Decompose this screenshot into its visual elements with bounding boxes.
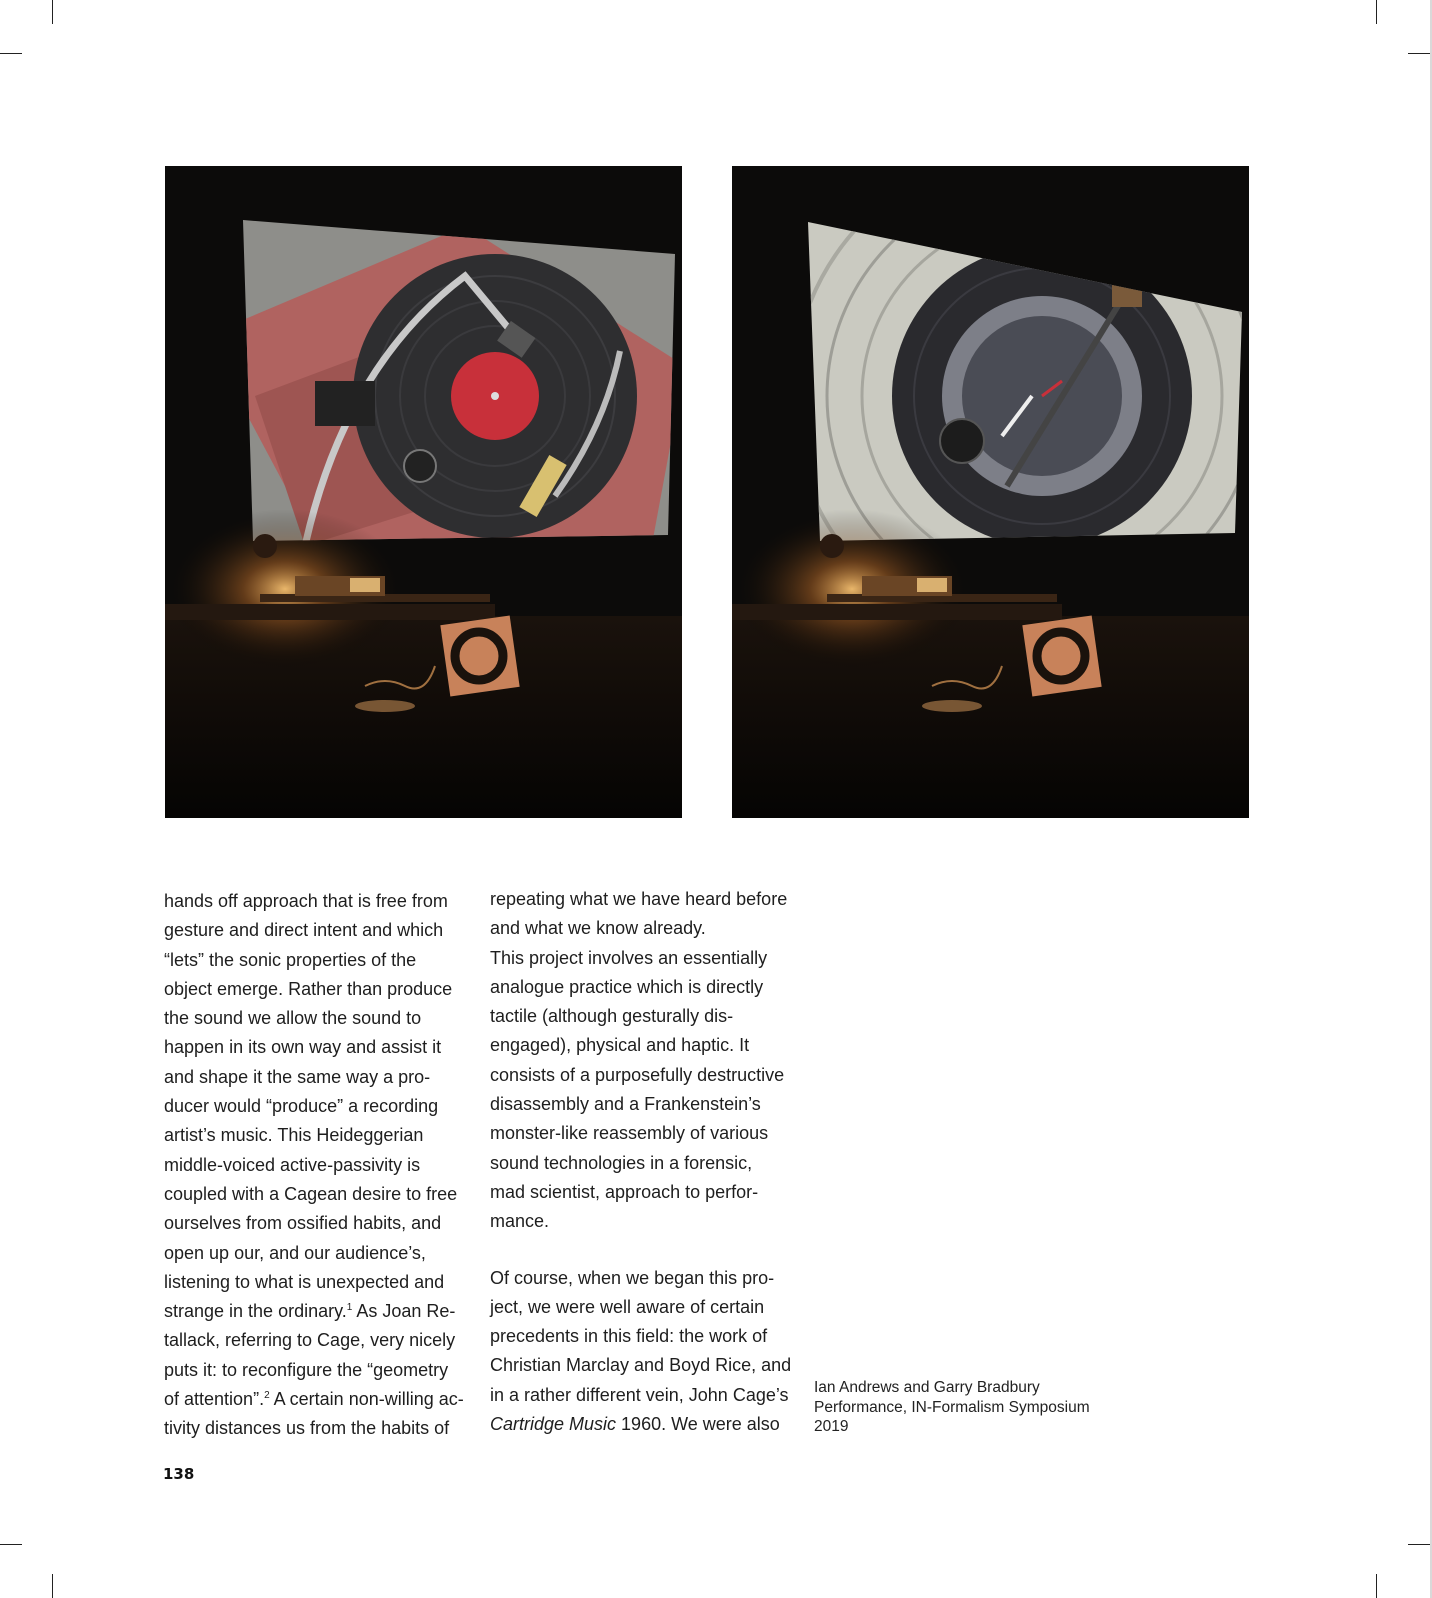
paragraph-gap xyxy=(490,1237,791,1264)
text-line: Of course, when we began this pro- xyxy=(490,1267,775,1288)
text-line: This project involves an essentially xyxy=(490,947,768,968)
text-line: coupled with a Cagean desire to free xyxy=(164,1183,458,1204)
text-line: mad scientist, approach to perfor- xyxy=(490,1181,759,1202)
caption-line: Performance, IN-Formalism Symposium xyxy=(814,1398,1090,1416)
work-title: Cartridge Music xyxy=(490,1414,617,1435)
text-line: sound technologies in a forensic, xyxy=(490,1152,753,1173)
body-column-1 xyxy=(164,887,464,1444)
text-line: hands off approach that is free from xyxy=(164,891,448,911)
text-line: tactile (although gesturally dis- xyxy=(490,1006,734,1027)
image-caption xyxy=(814,1378,1090,1437)
text-line: “lets” the sonic properties of the xyxy=(164,949,417,970)
text-line: tivity distances us from the habits of xyxy=(164,1418,450,1439)
footnote-ref: 1 xyxy=(346,1302,353,1314)
crop-mark xyxy=(52,1574,53,1598)
caption-line: Ian Andrews and Garry Bradbury xyxy=(814,1379,1040,1396)
text-line: object emerge. Rather than produce xyxy=(164,978,453,999)
text-line: ducer would “produce” a recording xyxy=(164,1096,439,1117)
text-line: and shape it the same way a pro- xyxy=(164,1066,431,1087)
text-line: monster-like reassembly of various xyxy=(490,1123,769,1144)
text-line: open up our, and our audience’s, xyxy=(164,1242,426,1263)
text-line: middle-voiced active-passivity is xyxy=(164,1154,421,1175)
performance-photo-right xyxy=(732,166,1249,818)
crop-mark xyxy=(1408,1544,1430,1545)
text-line: repeating what we have heard before xyxy=(490,889,788,909)
text-fragment: of attention”. xyxy=(164,1389,265,1410)
text-line: and what we know already. xyxy=(490,918,706,939)
text-line: precedents in this field: the work of xyxy=(490,1326,768,1347)
text-line: in a rather different vein, John Cage’s xyxy=(490,1384,789,1405)
crop-mark xyxy=(1408,53,1430,54)
crop-mark xyxy=(0,1544,22,1545)
text-line: happen in its own way and assist it xyxy=(164,1037,442,1058)
turntable-photo-illustration xyxy=(165,166,682,818)
text-line: puts it: to reconfigure the “geometry xyxy=(164,1359,449,1380)
text-fragment: 1960. We were also xyxy=(616,1414,780,1435)
footnote-ref: 2 xyxy=(264,1390,270,1402)
text-fragment: As Joan Re- xyxy=(352,1301,456,1322)
text-line: gesture and direct intent and which xyxy=(164,920,444,941)
text-line: analogue practice which is directly xyxy=(490,976,764,997)
text-line: tallack, referring to Cage, very nicely xyxy=(164,1330,456,1351)
text-fragment: A certain non-willing ac- xyxy=(269,1389,464,1410)
text-line: disassembly and a Frankenstein’s xyxy=(490,1094,761,1115)
text-line: Christian Marclay and Boyd Rice, and xyxy=(490,1355,792,1376)
text-line: mance. xyxy=(490,1211,550,1232)
text-line: ject, we were well aware of certain xyxy=(490,1296,765,1317)
text-line: artist’s music. This Heideggerian xyxy=(164,1125,424,1146)
crop-mark xyxy=(1376,0,1377,24)
text-line: listening to what is unexpected and xyxy=(164,1271,445,1292)
text-line: consists of a purposefully destructive xyxy=(490,1064,785,1085)
crop-mark xyxy=(1376,1574,1377,1598)
performance-photo-left xyxy=(165,166,682,818)
caption-line: 2019 xyxy=(814,1418,849,1435)
text-line: engaged), physical and haptic. It xyxy=(490,1035,750,1056)
text-line xyxy=(164,1385,464,1414)
text-line xyxy=(164,1297,464,1326)
turntable-photo-illustration xyxy=(732,166,1249,818)
text-line: the sound we allow the sound to xyxy=(164,1008,422,1029)
text-line xyxy=(490,1410,791,1439)
crop-mark xyxy=(0,53,22,54)
text-fragment: strange in the ordinary. xyxy=(164,1301,347,1322)
text-line: ourselves from ossified habits, and xyxy=(164,1213,442,1234)
crop-mark xyxy=(52,0,53,24)
body-column-2 xyxy=(490,885,791,1439)
page-number: 138 xyxy=(163,1465,195,1483)
